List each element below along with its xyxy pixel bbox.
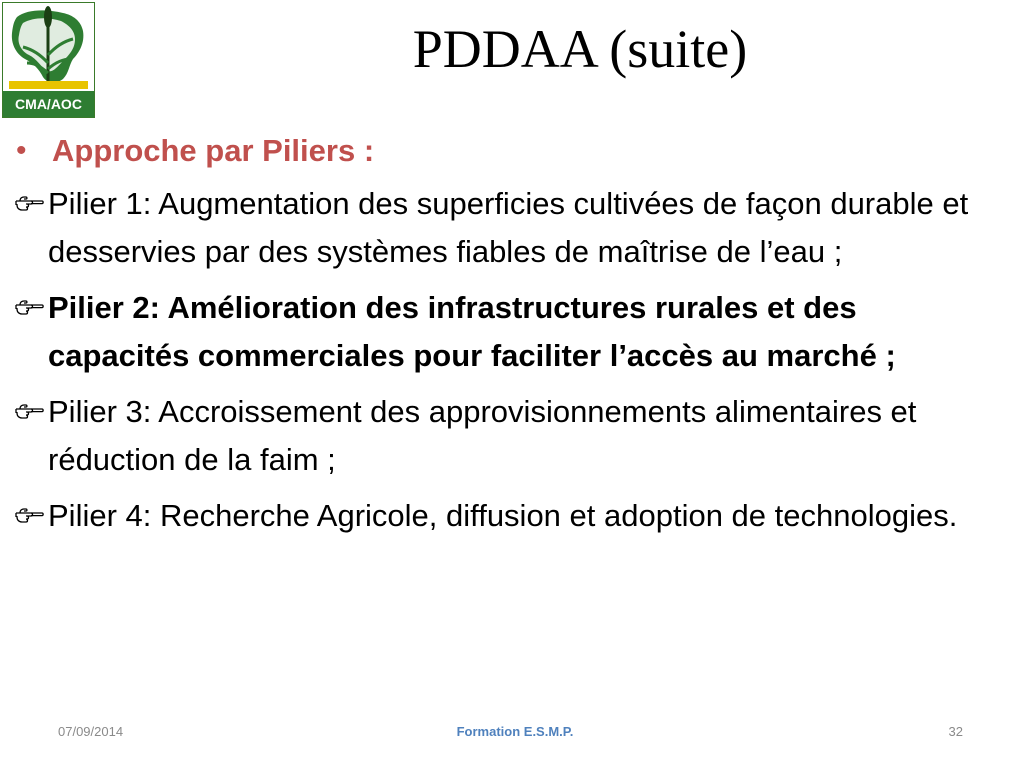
logo-label: CMA/AOC — [15, 96, 82, 112]
footer-title: Formation E.S.M.P. — [456, 724, 574, 739]
pointing-hand-icon — [14, 388, 48, 436]
page-number: 32 — [948, 724, 963, 739]
pillar-1-text: Pilier 1: Augmentation des superficies cultivées de façon durable et desservies par des systèmes fiables de maîtrise de l’eau ; — [48, 186, 969, 269]
pillar-item-4 — [14, 492, 999, 540]
cma-aoc-logo — [2, 2, 95, 118]
slide-title: PDDAA (suite) — [412, 19, 748, 79]
footer-date: 07/09/2014 — [58, 724, 124, 739]
section-heading — [14, 128, 999, 174]
pillar-3-text: Pilier 3: Accroissement des approvisionnements alimentaires et réduction de la faim ; — [48, 394, 917, 477]
slide-body — [14, 128, 999, 548]
pillar-item-2 — [14, 284, 999, 380]
pillar-item-1 — [14, 180, 999, 276]
pointing-hand-icon — [14, 284, 48, 332]
pillar-item-3 — [14, 388, 999, 484]
pillar-4-text: Pilier 4: Recherche Agricole, diffusion et adoption de technologies. — [48, 498, 958, 533]
pointing-hand-icon — [14, 180, 48, 228]
pointing-hand-icon — [14, 492, 48, 540]
section-heading-text: Approche par Piliers : — [52, 133, 375, 168]
bullet-dot-icon: • — [16, 134, 27, 167]
pillar-2-text: Pilier 2: Amélioration des infrastructures rurales et des capacités commerciales pour faciliter l’accès au marché ; — [48, 290, 896, 373]
